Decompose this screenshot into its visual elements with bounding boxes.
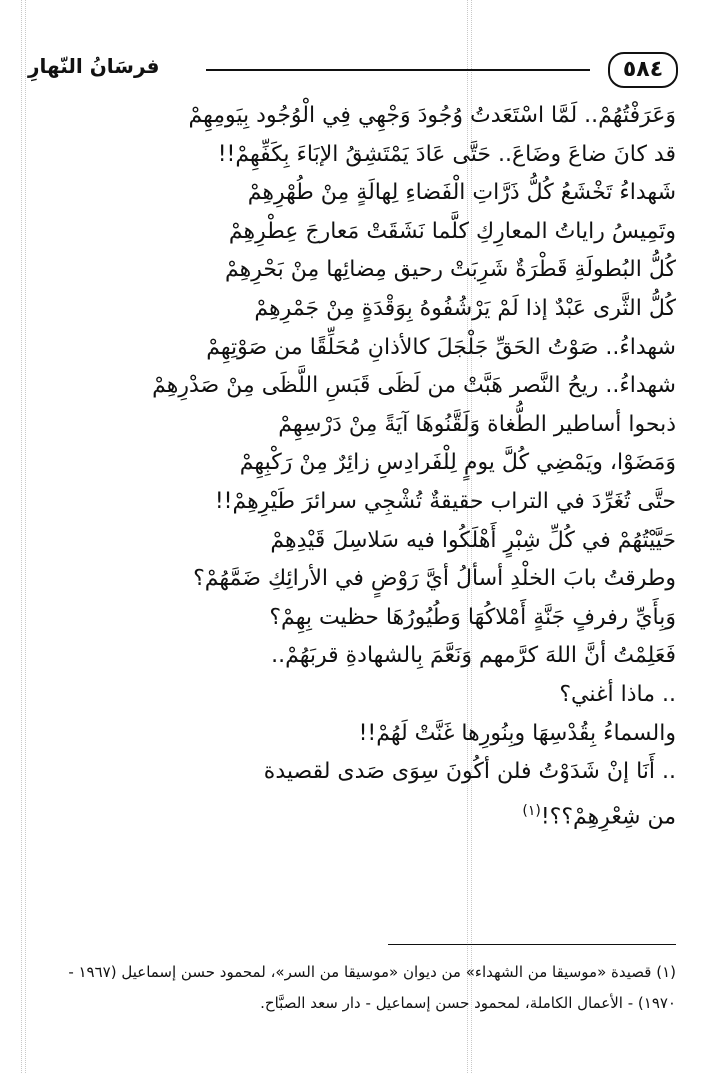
poem-line: والسماءُ بِقُدْسِهَا وبِنُورِها غَنَّتْ لَهُمْ!! bbox=[358, 720, 676, 746]
poem-line: .. أَنَا إنْ شَدَوْتُ فلن أكُونَ سِوَى صَدى لقصيدة bbox=[263, 759, 676, 785]
footnote-marker[interactable]: (١) bbox=[522, 802, 541, 819]
poem-line: فَعَلِمْتُ أنَّ اللهَ كرَّمهم وَنَعَّمَ بِالشهادةِ قربَهُمْ.. bbox=[271, 643, 676, 669]
poem-line: شهداءُ.. صَوْتُ الحَقِّ جَلْجَلَ كالأذانِ مُحَلِّقًا من صَوْتِهِمْ bbox=[206, 334, 676, 360]
page-number: ٥٨٤ bbox=[608, 52, 678, 88]
poem-line: شهداءُ.. ريحُ النَّصر هَبَّتْ من لَظَى قَبَسِ اللَّظَى مِنْ صَدْرِهِمْ bbox=[152, 373, 676, 399]
poem-line: ذبحوا أساطير الطُّغاة وَلَقَّنُوهَا آيَةً مِنْ دَرْسِهِمْ bbox=[278, 411, 676, 437]
poem-line: كُلُّ البُطولَةِ قَطْرَةٌ شَرِبَتْ رحيق مِضائِها مِنْ بَحْرِهِمْ bbox=[225, 257, 676, 283]
footnote-line: ١٩٧٠) - الأعمال الكاملة، لمحمود حسن إسماعيل - دار سعد الصبَّاح. bbox=[260, 994, 676, 1012]
poem-line: كُلُّ الثَّرى عَبْدٌ إذا لَمْ يَرْشُفُوهُ بِوَقْدَةٍ مِنْ جَمْرِهِمْ bbox=[254, 295, 676, 321]
poem-line: حتَّى تُغَرِّدَ في التراب حقيقةٌ تُشْجِي سرائرَ طَيْرِهِمْ!! bbox=[214, 488, 676, 514]
poem-line: حَيَّيْتُهُمْ في كُلِّ شِبْرٍ أَهْلَكُوا فيه سَلاسِلَ قَيْدِهِمْ bbox=[270, 527, 676, 553]
poem-line: .. ماذا أغني؟ bbox=[559, 681, 676, 707]
poem-line: وَعَرَفْتُهُمْ.. لَمَّا اسْتَعَدتُ وُجُودَ وَجْهِي فِي الْوُجُود بِيَومِهِمْ bbox=[188, 103, 676, 128]
footnotes bbox=[46, 957, 676, 1019]
poem-line-text: من شِعْرِهِمْ؟؟! bbox=[540, 804, 676, 830]
footnote-line: (١) قصيدة «موسيقا من الشهداء» من ديوان «موسيقا من السر»، لمحمود حسن إسماعيل (١٩٦٧ - bbox=[68, 963, 676, 981]
footnote-divider bbox=[388, 944, 676, 945]
scan-dotted-line bbox=[25, 0, 26, 1073]
page-header bbox=[28, 52, 678, 88]
poem-line: وتَمِيسُ راياتُ المعارِكِ كلَّما نَشَقَتْ مَعارجَ عِطْرِهِمْ bbox=[228, 218, 676, 244]
book-title: فرسَانُ النّهارِ bbox=[28, 54, 160, 78]
poem-line: وطرقتُ بابَ الخلْدِ أسألُ أيَّ رَوْضٍ في الأرائِكِ ضَمَّهُمْ؟ bbox=[193, 566, 676, 592]
poem-line: وَبِأَيِّ رفرفٍ جَنَّةٍ أَمْلاكُهَا وَطُيُورُهَا حظيت بِهِمْ؟ bbox=[269, 604, 676, 630]
header-rule bbox=[206, 69, 590, 71]
poem-line: قد كانَ ضاعَ وضَاعَ.. حَتَّى عَادَ يَمْتَشِقُ الإبَاءَ بِكَفِّهِمْ!! bbox=[217, 141, 676, 167]
poem-line: شَهداءُ تَخْشَعُ كُلُّ ذَرَّاتِ الْفَضاءِ لِهالَةٍ مِنْ طُهْرِهِمْ bbox=[247, 180, 676, 206]
poem-body bbox=[76, 97, 676, 830]
poem-line-last bbox=[76, 792, 676, 831]
poem-line: وَمَضَوْا، ويَمْضِي كُلَّ يومٍ لِلْفَرادِسِ زائِرٌ مِنْ رَكْبِهِمْ bbox=[239, 450, 676, 476]
scan-dotted-line bbox=[21, 0, 22, 1073]
